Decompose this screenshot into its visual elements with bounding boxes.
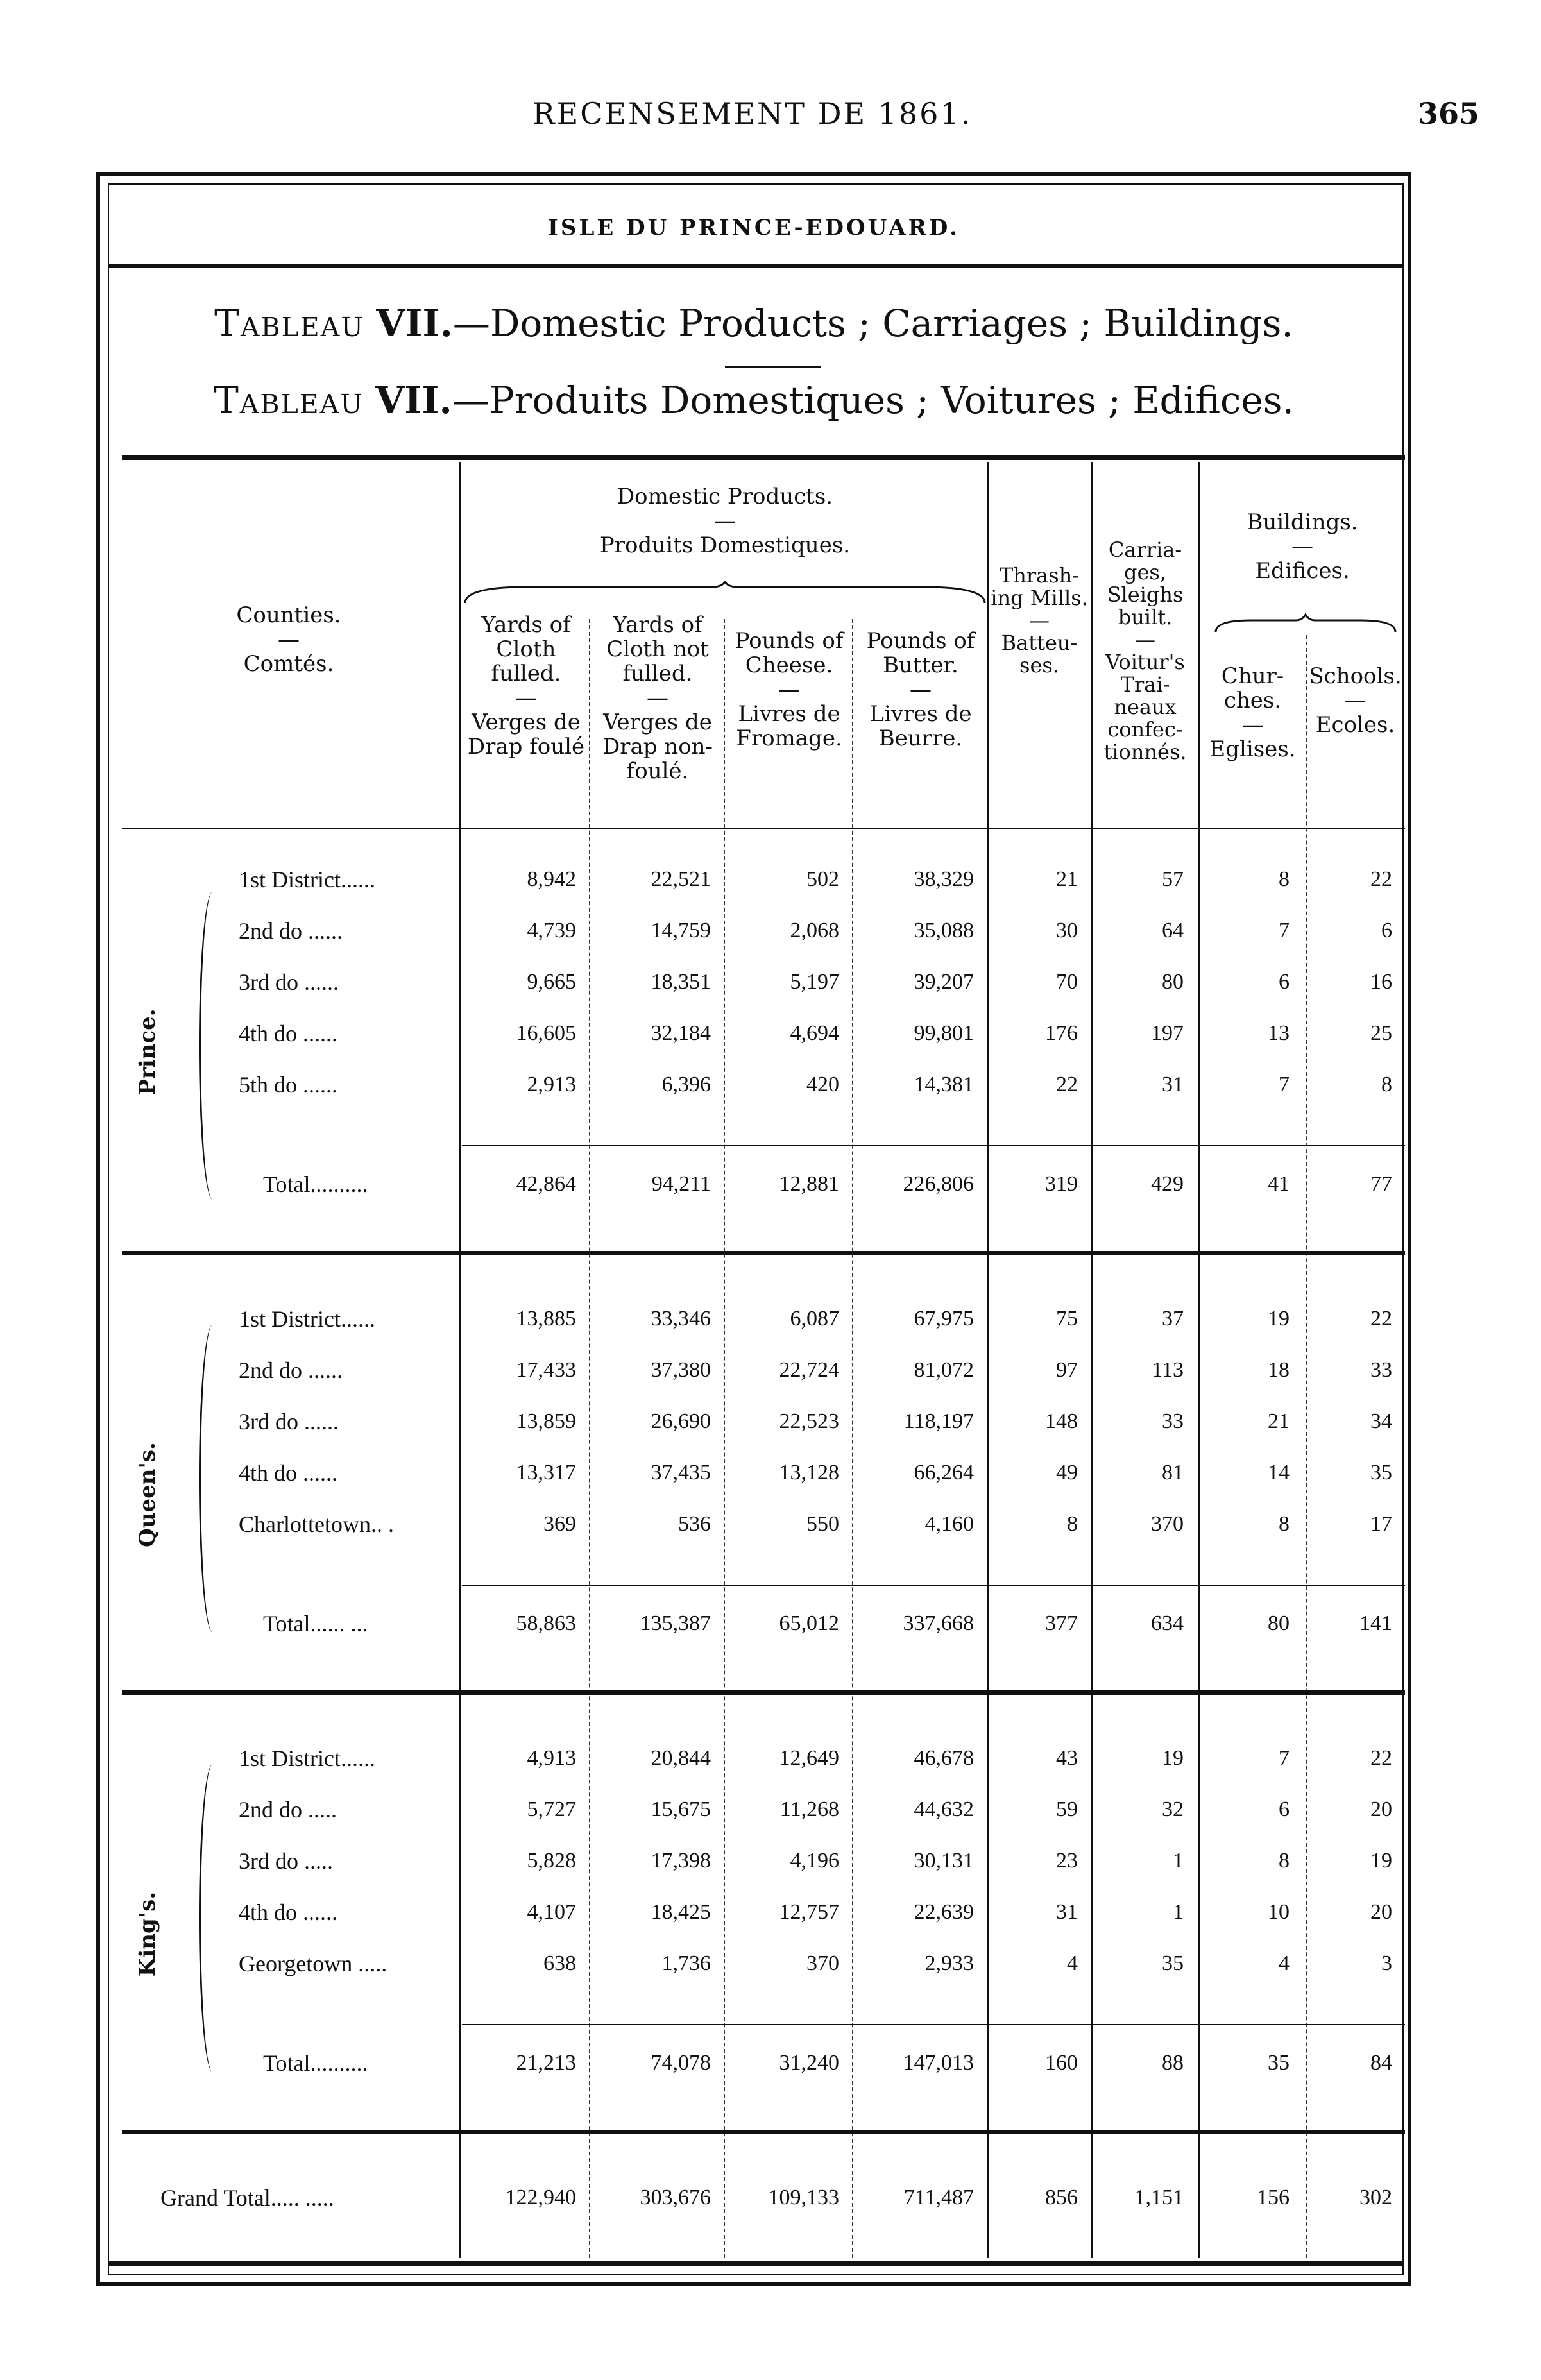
value-carriages: 80 bbox=[1162, 970, 1184, 994]
header-cheese-en: Pounds of Cheese. bbox=[735, 628, 844, 678]
row-label: 3rd do ...... bbox=[239, 969, 339, 995]
value-churches: 41 bbox=[1268, 1172, 1290, 1196]
row-label: 5th do ...... bbox=[239, 1072, 338, 1098]
row-label: 4th do ...... bbox=[239, 1900, 338, 1925]
value-butter: 226,806 bbox=[903, 1172, 974, 1196]
header-threshing-fr: Batteu-ses. bbox=[1001, 631, 1078, 677]
header-cloth-fulled-en: Yards of Cloth fulled. bbox=[481, 612, 571, 686]
header-churches-dash: — bbox=[1241, 712, 1264, 738]
running-head-title: RECENSEMENT DE 1861. bbox=[532, 96, 973, 131]
subtotal-rule bbox=[462, 1145, 1405, 1146]
value-threshing: 22 bbox=[1056, 1073, 1078, 1096]
value-butter: 118,197 bbox=[903, 1409, 974, 1433]
header-counties-en: Counties. bbox=[236, 602, 341, 628]
value-cloth-fulled: 5,828 bbox=[527, 1849, 576, 1873]
value-threshing: 4 bbox=[1067, 1951, 1078, 1975]
header-cloth-fulled-fr: Verges de Drap foulé bbox=[467, 710, 585, 760]
value-butter: 22,639 bbox=[914, 1900, 974, 1924]
value-schools: 77 bbox=[1370, 1172, 1392, 1196]
header-butter-en: Pounds of Butter. bbox=[866, 628, 975, 678]
row-label-total: Total.......... bbox=[263, 2050, 368, 2076]
running-head bbox=[0, 96, 1541, 135]
value-schools: 22 bbox=[1370, 1746, 1392, 1770]
value-cloth-fulled: 21,213 bbox=[516, 2051, 576, 2075]
row-label: 1st District...... bbox=[239, 1306, 375, 1332]
value-butter: 67,975 bbox=[914, 1307, 974, 1330]
county-label-queens: Queen's. bbox=[135, 1442, 160, 1547]
caption-english-numeral: VII. bbox=[376, 302, 453, 345]
value-threshing: 319 bbox=[1045, 1172, 1078, 1196]
value-threshing: 176 bbox=[1045, 1021, 1078, 1045]
value-threshing: 59 bbox=[1056, 1798, 1078, 1821]
value-carriages: 370 bbox=[1151, 1512, 1184, 1536]
value-schools: 8 bbox=[1381, 1073, 1392, 1096]
header-cloth-not-fulled-dash: — bbox=[647, 685, 668, 711]
value-cloth-fulled: 4,913 bbox=[527, 1746, 576, 1770]
value-threshing: 377 bbox=[1045, 1611, 1078, 1635]
value-cheese: 370 bbox=[806, 1951, 839, 1975]
value-threshing: 97 bbox=[1056, 1358, 1078, 1382]
value-cheese: 22,724 bbox=[779, 1358, 839, 1382]
value-cloth-not-fulled: 33,346 bbox=[651, 1307, 711, 1330]
header-churches-fr: Eglises. bbox=[1209, 736, 1296, 762]
buildings-group-brace bbox=[1213, 613, 1399, 635]
value-churches: 8 bbox=[1279, 867, 1290, 891]
value-cloth-fulled: 13,859 bbox=[516, 1409, 576, 1433]
value-churches: 18 bbox=[1268, 1358, 1290, 1382]
value-churches: 21 bbox=[1268, 1409, 1290, 1433]
value-cloth-not-fulled: 37,380 bbox=[651, 1358, 711, 1382]
value-threshing: 21 bbox=[1056, 867, 1078, 891]
value-churches: 14 bbox=[1268, 1461, 1290, 1484]
value-schools: 34 bbox=[1370, 1409, 1392, 1433]
value-butter: 147,013 bbox=[903, 2051, 974, 2075]
value-butter: 711,487 bbox=[903, 2186, 974, 2209]
header-top-rule bbox=[122, 455, 1405, 460]
header-counties-dash: — bbox=[278, 627, 300, 652]
value-carriages: 197 bbox=[1151, 1021, 1184, 1045]
value-butter: 39,207 bbox=[914, 970, 974, 994]
value-cloth-fulled: 2,913 bbox=[527, 1073, 576, 1096]
header-cheese-fr: Livres de Fromage. bbox=[736, 701, 842, 751]
value-cheese: 31,240 bbox=[779, 2051, 839, 2075]
value-cloth-not-fulled: 1,736 bbox=[661, 1951, 711, 1975]
row-label-total: Total.......... bbox=[263, 1171, 368, 1197]
header-butter bbox=[853, 629, 988, 751]
value-churches: 6 bbox=[1279, 1798, 1290, 1821]
value-threshing: 856 bbox=[1045, 2186, 1078, 2209]
value-cloth-not-fulled: 14,759 bbox=[651, 919, 711, 942]
value-butter: 35,088 bbox=[914, 919, 974, 942]
value-cloth-fulled: 369 bbox=[543, 1512, 576, 1536]
caption-french-numeral: VII. bbox=[375, 378, 452, 422]
value-butter: 4,160 bbox=[924, 1512, 974, 1536]
row-label: 4th do ...... bbox=[239, 1460, 338, 1486]
header-counties bbox=[192, 603, 385, 676]
value-cheese: 12,649 bbox=[779, 1746, 839, 1770]
header-cheese-dash: — bbox=[778, 677, 800, 702]
value-butter: 38,329 bbox=[914, 867, 974, 891]
value-threshing: 148 bbox=[1045, 1409, 1078, 1433]
value-cheese: 12,757 bbox=[779, 1900, 839, 1924]
value-schools: 19 bbox=[1370, 1849, 1392, 1873]
row-label: 2nd do ...... bbox=[239, 1357, 343, 1383]
header-carriages-fr: Voitur's Trai-neaux confec-tionnés. bbox=[1103, 650, 1187, 764]
value-schools: 141 bbox=[1359, 1611, 1392, 1635]
value-threshing: 70 bbox=[1056, 970, 1078, 994]
header-bottom-rule bbox=[122, 828, 1405, 829]
value-churches: 4 bbox=[1279, 1951, 1290, 1975]
col-rule-3 bbox=[724, 619, 725, 2258]
value-churches: 19 bbox=[1268, 1307, 1290, 1330]
header-carriages-en: Carria-ges, Sleighs built. bbox=[1107, 538, 1184, 629]
header-schools bbox=[1306, 664, 1405, 737]
value-cloth-fulled: 16,605 bbox=[516, 1021, 576, 1045]
caption-french-prefix: Tableau bbox=[214, 378, 364, 422]
value-churches: 7 bbox=[1279, 1746, 1290, 1770]
value-threshing: 23 bbox=[1056, 1849, 1078, 1873]
value-cheese: 2,068 bbox=[790, 919, 839, 942]
value-churches: 7 bbox=[1279, 1073, 1290, 1096]
header-cheese bbox=[725, 629, 853, 751]
value-cheese: 5,197 bbox=[790, 970, 839, 994]
value-cheese: 502 bbox=[806, 867, 839, 891]
value-cheese: 12,881 bbox=[779, 1172, 839, 1196]
header-buildings-group-en: Buildings. bbox=[1247, 509, 1358, 535]
value-carriages: 634 bbox=[1151, 1611, 1184, 1635]
table-bottom-rule bbox=[108, 2261, 1404, 2266]
page-number: 365 bbox=[1418, 96, 1480, 131]
value-cloth-not-fulled: 26,690 bbox=[651, 1409, 711, 1433]
value-butter: 44,632 bbox=[914, 1798, 974, 1821]
value-cheese: 6,087 bbox=[790, 1307, 839, 1330]
value-churches: 8 bbox=[1279, 1512, 1290, 1536]
header-carriages-dash: — bbox=[1135, 627, 1155, 652]
value-cloth-not-fulled: 6,396 bbox=[661, 1073, 711, 1096]
header-cloth-not-fulled bbox=[590, 613, 725, 783]
caption-french-text: —Produits Domestiques ; Voitures ; Edifices. bbox=[452, 378, 1294, 422]
value-cheese: 11,268 bbox=[779, 1798, 839, 1821]
caption-english-text: —Domestic Products ; Carriages ; Buildings. bbox=[452, 302, 1293, 345]
header-threshing-en: Thrash-ing Mills. bbox=[991, 563, 1088, 610]
value-cloth-fulled: 9,665 bbox=[527, 970, 576, 994]
province-rule bbox=[108, 264, 1404, 268]
header-buildings-group-dash: — bbox=[1291, 534, 1313, 559]
row-label: 1st District...... bbox=[239, 867, 375, 892]
county-brace-prince bbox=[199, 892, 226, 1200]
header-cloth-not-fulled-en: Yards of Cloth not fulled. bbox=[606, 612, 709, 686]
value-cloth-fulled: 42,864 bbox=[516, 1172, 576, 1196]
value-butter: 30,131 bbox=[914, 1849, 974, 1873]
value-carriages: 429 bbox=[1151, 1172, 1184, 1196]
value-schools: 20 bbox=[1370, 1798, 1392, 1821]
value-cloth-fulled: 13,317 bbox=[516, 1461, 576, 1484]
value-cloth-not-fulled: 94,211 bbox=[651, 1172, 711, 1196]
province-heading: ISLE DU PRINCE-EDOUARD. bbox=[548, 215, 960, 241]
caption-english bbox=[96, 302, 1411, 345]
caption-english-prefix: Tableau bbox=[214, 302, 364, 345]
value-threshing: 30 bbox=[1056, 919, 1078, 942]
value-cloth-not-fulled: 135,387 bbox=[640, 1611, 711, 1635]
value-cloth-not-fulled: 18,351 bbox=[651, 970, 711, 994]
value-churches: 156 bbox=[1257, 2186, 1290, 2209]
row-label: 3rd do ..... bbox=[239, 1848, 333, 1874]
value-schools: 6 bbox=[1381, 919, 1392, 942]
value-cloth-fulled: 17,433 bbox=[516, 1358, 576, 1382]
value-carriages: 19 bbox=[1162, 1746, 1184, 1770]
value-threshing: 31 bbox=[1056, 1900, 1078, 1924]
value-threshing: 8 bbox=[1067, 1512, 1078, 1536]
header-carriages bbox=[1091, 539, 1200, 763]
value-carriages: 31 bbox=[1162, 1073, 1184, 1096]
header-butter-fr: Livres de Beurre. bbox=[869, 701, 972, 751]
value-butter: 46,678 bbox=[914, 1746, 974, 1770]
value-butter: 2,933 bbox=[924, 1951, 974, 1975]
caption-french bbox=[96, 378, 1411, 422]
header-churches bbox=[1200, 664, 1306, 761]
header-schools-fr: Ecoles. bbox=[1315, 712, 1395, 738]
value-cloth-not-fulled: 303,676 bbox=[640, 2186, 711, 2209]
header-threshing-dash: — bbox=[1029, 608, 1050, 633]
value-carriages: 1 bbox=[1173, 1900, 1184, 1924]
value-cloth-fulled: 122,940 bbox=[505, 2186, 576, 2209]
value-cheese: 420 bbox=[806, 1073, 839, 1096]
value-cloth-fulled: 8,942 bbox=[527, 867, 576, 891]
value-schools: 84 bbox=[1370, 2051, 1392, 2075]
value-carriages: 1 bbox=[1173, 1849, 1184, 1873]
value-cheese: 65,012 bbox=[779, 1611, 839, 1635]
col-rule-1 bbox=[459, 462, 461, 2258]
value-cloth-not-fulled: 20,844 bbox=[651, 1746, 711, 1770]
header-cloth-fulled bbox=[462, 613, 590, 759]
subtotal-rule bbox=[462, 1585, 1405, 1586]
value-cloth-not-fulled: 18,425 bbox=[651, 1900, 711, 1924]
domestic-group-brace bbox=[462, 581, 988, 606]
value-churches: 80 bbox=[1268, 1611, 1290, 1635]
value-butter: 81,072 bbox=[914, 1358, 974, 1382]
value-butter: 14,381 bbox=[914, 1073, 974, 1096]
value-threshing: 75 bbox=[1056, 1307, 1078, 1330]
header-counties-fr: Comtés. bbox=[243, 651, 334, 677]
value-butter: 99,801 bbox=[914, 1021, 974, 1045]
subtotal-rule bbox=[462, 2024, 1405, 2025]
value-cloth-not-fulled: 17,398 bbox=[651, 1849, 711, 1873]
value-cloth-fulled: 4,739 bbox=[527, 919, 576, 942]
value-cheese: 550 bbox=[806, 1512, 839, 1536]
county-brace-queens bbox=[199, 1325, 226, 1633]
value-schools: 35 bbox=[1370, 1461, 1392, 1484]
row-label: 3rd do ...... bbox=[239, 1409, 339, 1434]
county-brace-kings bbox=[199, 1764, 226, 2072]
value-carriages: 113 bbox=[1152, 1358, 1184, 1382]
value-schools: 302 bbox=[1359, 2186, 1392, 2209]
value-cloth-not-fulled: 15,675 bbox=[651, 1798, 711, 1821]
row-label-grand-total: Grand Total..... ..... bbox=[160, 2185, 334, 2211]
value-churches: 13 bbox=[1268, 1021, 1290, 1045]
value-cloth-not-fulled: 22,521 bbox=[651, 867, 711, 891]
value-cheese: 109,133 bbox=[768, 2186, 839, 2209]
row-label: Charlottetown.. . bbox=[239, 1511, 394, 1537]
header-buildings-group bbox=[1200, 510, 1405, 583]
header-cloth-fulled-dash: — bbox=[515, 685, 537, 711]
row-label: Georgetown ..... bbox=[239, 1951, 387, 1976]
value-cloth-fulled: 13,885 bbox=[516, 1307, 576, 1330]
value-threshing: 49 bbox=[1056, 1461, 1078, 1484]
col-rule-2 bbox=[589, 619, 590, 2258]
value-schools: 17 bbox=[1370, 1512, 1392, 1536]
section-rule bbox=[122, 1251, 1405, 1255]
value-churches: 8 bbox=[1279, 1849, 1290, 1873]
value-carriages: 1,151 bbox=[1134, 2186, 1184, 2209]
county-label-kings: King's. bbox=[135, 1891, 160, 1977]
value-churches: 35 bbox=[1268, 2051, 1290, 2075]
header-domestic-group-en: Domestic Products. bbox=[617, 484, 833, 509]
value-carriages: 88 bbox=[1162, 2051, 1184, 2075]
row-label: 4th do ...... bbox=[239, 1021, 338, 1046]
caption-divider bbox=[725, 366, 821, 368]
value-carriages: 33 bbox=[1162, 1409, 1184, 1433]
value-butter: 337,668 bbox=[903, 1611, 974, 1635]
value-carriages: 32 bbox=[1162, 1798, 1184, 1821]
value-cheese: 4,694 bbox=[790, 1021, 839, 1045]
value-churches: 7 bbox=[1279, 919, 1290, 942]
value-cloth-not-fulled: 37,435 bbox=[651, 1461, 711, 1484]
header-butter-dash: — bbox=[910, 677, 932, 702]
row-label: 2nd do ...... bbox=[239, 918, 343, 944]
value-cloth-not-fulled: 74,078 bbox=[651, 2051, 711, 2075]
value-cloth-fulled: 638 bbox=[543, 1951, 576, 1975]
value-cloth-fulled: 5,727 bbox=[527, 1798, 576, 1821]
value-cloth-not-fulled: 32,184 bbox=[651, 1021, 711, 1045]
value-schools: 16 bbox=[1370, 970, 1392, 994]
value-carriages: 35 bbox=[1162, 1951, 1184, 1975]
value-cloth-fulled: 4,107 bbox=[527, 1900, 576, 1924]
value-threshing: 43 bbox=[1056, 1746, 1078, 1770]
header-schools-en: Schools. bbox=[1309, 663, 1402, 689]
header-threshing bbox=[988, 565, 1091, 677]
header-cloth-not-fulled-fr: Verges de Drap non-foulé. bbox=[602, 710, 713, 784]
value-butter: 66,264 bbox=[914, 1461, 974, 1484]
header-churches-en: Chur-ches. bbox=[1221, 663, 1284, 713]
col-rule-4 bbox=[852, 619, 853, 2258]
section-rule bbox=[122, 2130, 1405, 2134]
value-cloth-not-fulled: 536 bbox=[678, 1512, 711, 1536]
value-schools: 33 bbox=[1370, 1358, 1392, 1382]
value-schools: 22 bbox=[1370, 867, 1392, 891]
value-cheese: 22,523 bbox=[779, 1409, 839, 1433]
section-rule bbox=[122, 1690, 1405, 1695]
header-schools-dash: — bbox=[1344, 688, 1366, 713]
header-buildings-group-fr: Edifices. bbox=[1255, 558, 1350, 584]
value-threshing: 160 bbox=[1045, 2051, 1078, 2075]
value-cheese: 13,128 bbox=[779, 1461, 839, 1484]
row-label-total: Total...... ... bbox=[263, 1611, 368, 1636]
row-label: 1st District...... bbox=[239, 1746, 375, 1771]
header-domestic-group-fr: Produits Domestiques. bbox=[599, 532, 851, 558]
header-domestic-group bbox=[462, 484, 988, 557]
value-schools: 3 bbox=[1381, 1951, 1392, 1975]
value-carriages: 81 bbox=[1162, 1461, 1184, 1484]
value-churches: 10 bbox=[1268, 1900, 1290, 1924]
county-label-prince: Prince. bbox=[135, 1008, 160, 1096]
header-domestic-group-dash: — bbox=[714, 508, 736, 534]
value-schools: 20 bbox=[1370, 1900, 1392, 1924]
value-cheese: 4,196 bbox=[790, 1849, 839, 1873]
value-schools: 25 bbox=[1370, 1021, 1392, 1045]
value-carriages: 64 bbox=[1162, 919, 1184, 942]
value-cloth-fulled: 58,863 bbox=[516, 1611, 576, 1635]
value-carriages: 57 bbox=[1162, 867, 1184, 891]
value-schools: 22 bbox=[1370, 1307, 1392, 1330]
row-label: 2nd do ..... bbox=[239, 1797, 337, 1823]
value-carriages: 37 bbox=[1162, 1307, 1184, 1330]
value-churches: 6 bbox=[1279, 970, 1290, 994]
